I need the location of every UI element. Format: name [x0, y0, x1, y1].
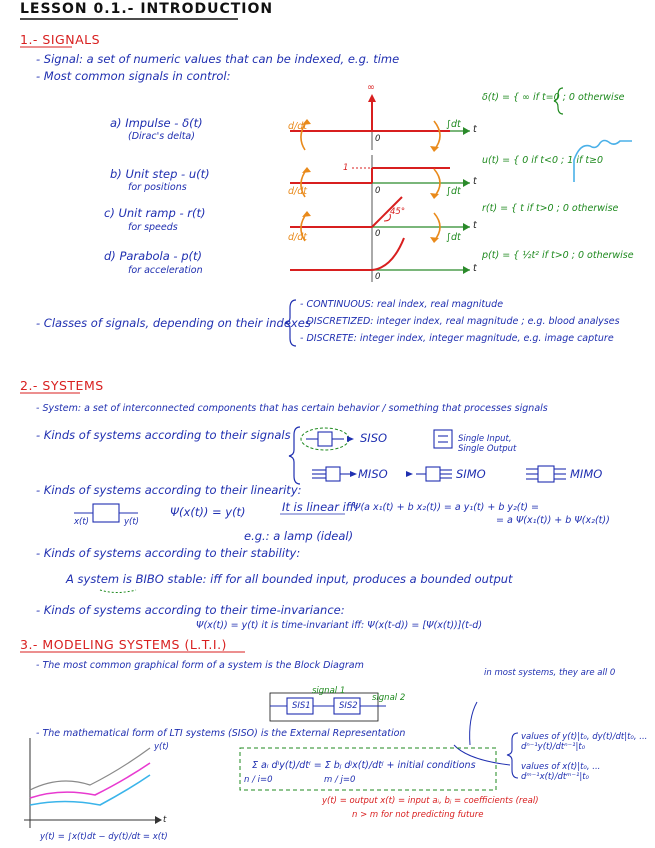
- axis-t-3: t: [473, 220, 477, 231]
- block-diagram-text: - The most common graphical form of a system is the Block Diagram: [36, 660, 364, 671]
- signals-brace: [289, 427, 300, 484]
- axis-t-4: t: [473, 263, 477, 274]
- all-zero-note: in most systems, they are all 0: [484, 668, 616, 678]
- linear-condition: It is linear iff:: [282, 500, 358, 514]
- plot-equation: y(t) = ∫x(t)dt − dy(t)/dt = x(t): [40, 832, 168, 842]
- parabola-definition: p(t) = { ½t² if t>0 ; 0 otherwise: [482, 250, 634, 261]
- section-1-heading: 1.- SIGNALS: [20, 32, 101, 47]
- bibo-definition: A system is BIBO stable: iff for all bounded input, produces a bounded output: [66, 572, 513, 586]
- output-label: y(t): [124, 517, 139, 527]
- external-equation: Σ aᵢ dⁱy(t)/dtⁱ = Σ bⱼ dʲx(t)/dtʲ + initial conditions: [252, 760, 476, 771]
- impulse-label: a) Impulse - δ(t): [110, 116, 203, 130]
- siso-description: Single Input, Single Output: [458, 434, 517, 454]
- origin-2: 0: [375, 186, 381, 196]
- continuous-class: - CONTINUOUS: real index, real magnitude: [300, 299, 504, 310]
- kinds-signals-text: - Kinds of systems according to their signals: [36, 428, 291, 442]
- time-invariance-equation: Ψ(x(t)) = y(t) it is time-invariant iff: Ψ(x(t-d)) = [Ψ(x(t))](t-d): [196, 620, 483, 631]
- integ-3: ∫dt: [446, 232, 461, 243]
- signal1-label: signal 1: [312, 686, 346, 696]
- siso-box-icon: [318, 432, 332, 446]
- sis2-label: SIS2: [339, 701, 358, 711]
- deriv-2: d/dt: [288, 186, 307, 197]
- block-diagram: [270, 693, 386, 721]
- y-initial-conditions: values of y(t)|t₀, dy(t)/dt|t₀, ... dⁿ⁻¹y(t)/dtⁿ⁻¹|t₀: [521, 732, 648, 752]
- simo-label: SIMO: [456, 467, 486, 481]
- siso-label: SISO: [360, 431, 388, 445]
- plot-y-label: y(t): [154, 742, 169, 752]
- kinds-stability-text: - Kinds of systems according to their stability:: [36, 546, 301, 560]
- deriv-3: d/dt: [288, 232, 307, 243]
- linear-equation: Ψ(a x₁(t) + b x₂(t)) = a y₁(t) + b y₂(t) =: [353, 502, 539, 513]
- system-definition: - System: a set of interconnected components that has certain behavior / something that processes signals: [36, 403, 548, 414]
- ramp-sublabel: for speeds: [128, 222, 178, 233]
- response-plot: [24, 738, 162, 828]
- kinds-linearity-text: - Kinds of systems according to their linearity:: [36, 483, 302, 497]
- psi-equation: Ψ(x(t)) = y(t): [170, 505, 246, 519]
- origin-3: 0: [375, 229, 381, 239]
- section-2-heading: 2.- SYSTEMS: [20, 378, 104, 393]
- x-initial-conditions: values of x(t)|t₀, ... dᵐ⁻¹x(t)/dtᵐ⁻¹|t₀: [521, 762, 601, 782]
- axis-t-2: t: [473, 176, 477, 187]
- origin-4: 0: [375, 272, 381, 282]
- origin-1: 0: [375, 134, 381, 144]
- sis1-label: SIS1: [292, 701, 311, 711]
- lesson-title: LESSON 0.1.- INTRODUCTION: [20, 1, 274, 17]
- step-definition: u(t) = { 0 if t<0 ; 1 if t≥0: [482, 155, 604, 166]
- discretized-class: - DISCRETIZED: integer index, real magnitude ; e.g. blood analyses: [300, 316, 620, 327]
- delta-definition: δ(t) = { ∞ if t=0 ; 0 otherwise: [482, 92, 625, 103]
- j-limits: m / j=0: [324, 775, 356, 785]
- axis-t-1: t: [473, 124, 477, 135]
- variable-definitions: y(t) = output x(t) = input aᵢ, bⱼ = coefficients (real): [322, 796, 539, 806]
- lamp-example: e.g.: a lamp (ideal): [244, 529, 354, 543]
- classes-text: - Classes of signals, depending on their indexes: [36, 316, 311, 330]
- common-signals-text: - Most common signals in control:: [36, 69, 231, 83]
- integ-1: ∫dt: [446, 119, 461, 130]
- signal-definition: - Signal: a set of numeric values that can be indexed, e.g. time: [36, 52, 400, 66]
- causality-condition: n > m for not predicting future: [352, 810, 484, 820]
- input-label: x(t): [74, 517, 89, 527]
- impulse-sublabel: (Dirac's delta): [128, 131, 195, 142]
- deriv-1: d/dt: [288, 121, 307, 132]
- integ-2: ∫dt: [446, 186, 461, 197]
- parabola-label: d) Parabola - p(t): [104, 249, 203, 263]
- deriv-integ-arrowheads: [302, 119, 439, 243]
- mimo-label: MIMO: [570, 467, 603, 481]
- step-sublabel: for positions: [128, 182, 187, 193]
- kinds-time-invariance-text: - Kinds of systems according to their time-invariance:: [36, 603, 345, 617]
- external-representation-text: - The mathematical form of LTI systems (SISO) is the External Representation: [36, 728, 406, 739]
- step-one-mark: 1: [343, 163, 349, 173]
- parabola-sublabel: for acceleration: [128, 265, 203, 276]
- linear-equation-2: = a Ψ(x₁(t)) + b Ψ(x₂(t)): [496, 515, 610, 526]
- ramp-definition: r(t) = { t if t>0 ; 0 otherwise: [482, 203, 619, 214]
- ramp-label: c) Unit ramp - r(t): [104, 206, 206, 220]
- discrete-class: - DISCRETE: integer index, integer magnitude, e.g. image capture: [300, 333, 614, 344]
- ramp-angle: 45°: [390, 207, 406, 217]
- section-3-heading: 3.- MODELING SYSTEMS (L.T.I.): [20, 637, 227, 652]
- miso-label: MISO: [358, 467, 388, 481]
- deriv-integ-arrows: [301, 121, 440, 241]
- plot-t-label: t: [163, 815, 167, 825]
- signal2-label: signal 2: [372, 693, 406, 703]
- step-label: b) Unit step - u(t): [110, 167, 210, 181]
- infinity-mark: ∞: [367, 82, 375, 93]
- i-limits: n / i=0: [244, 775, 273, 785]
